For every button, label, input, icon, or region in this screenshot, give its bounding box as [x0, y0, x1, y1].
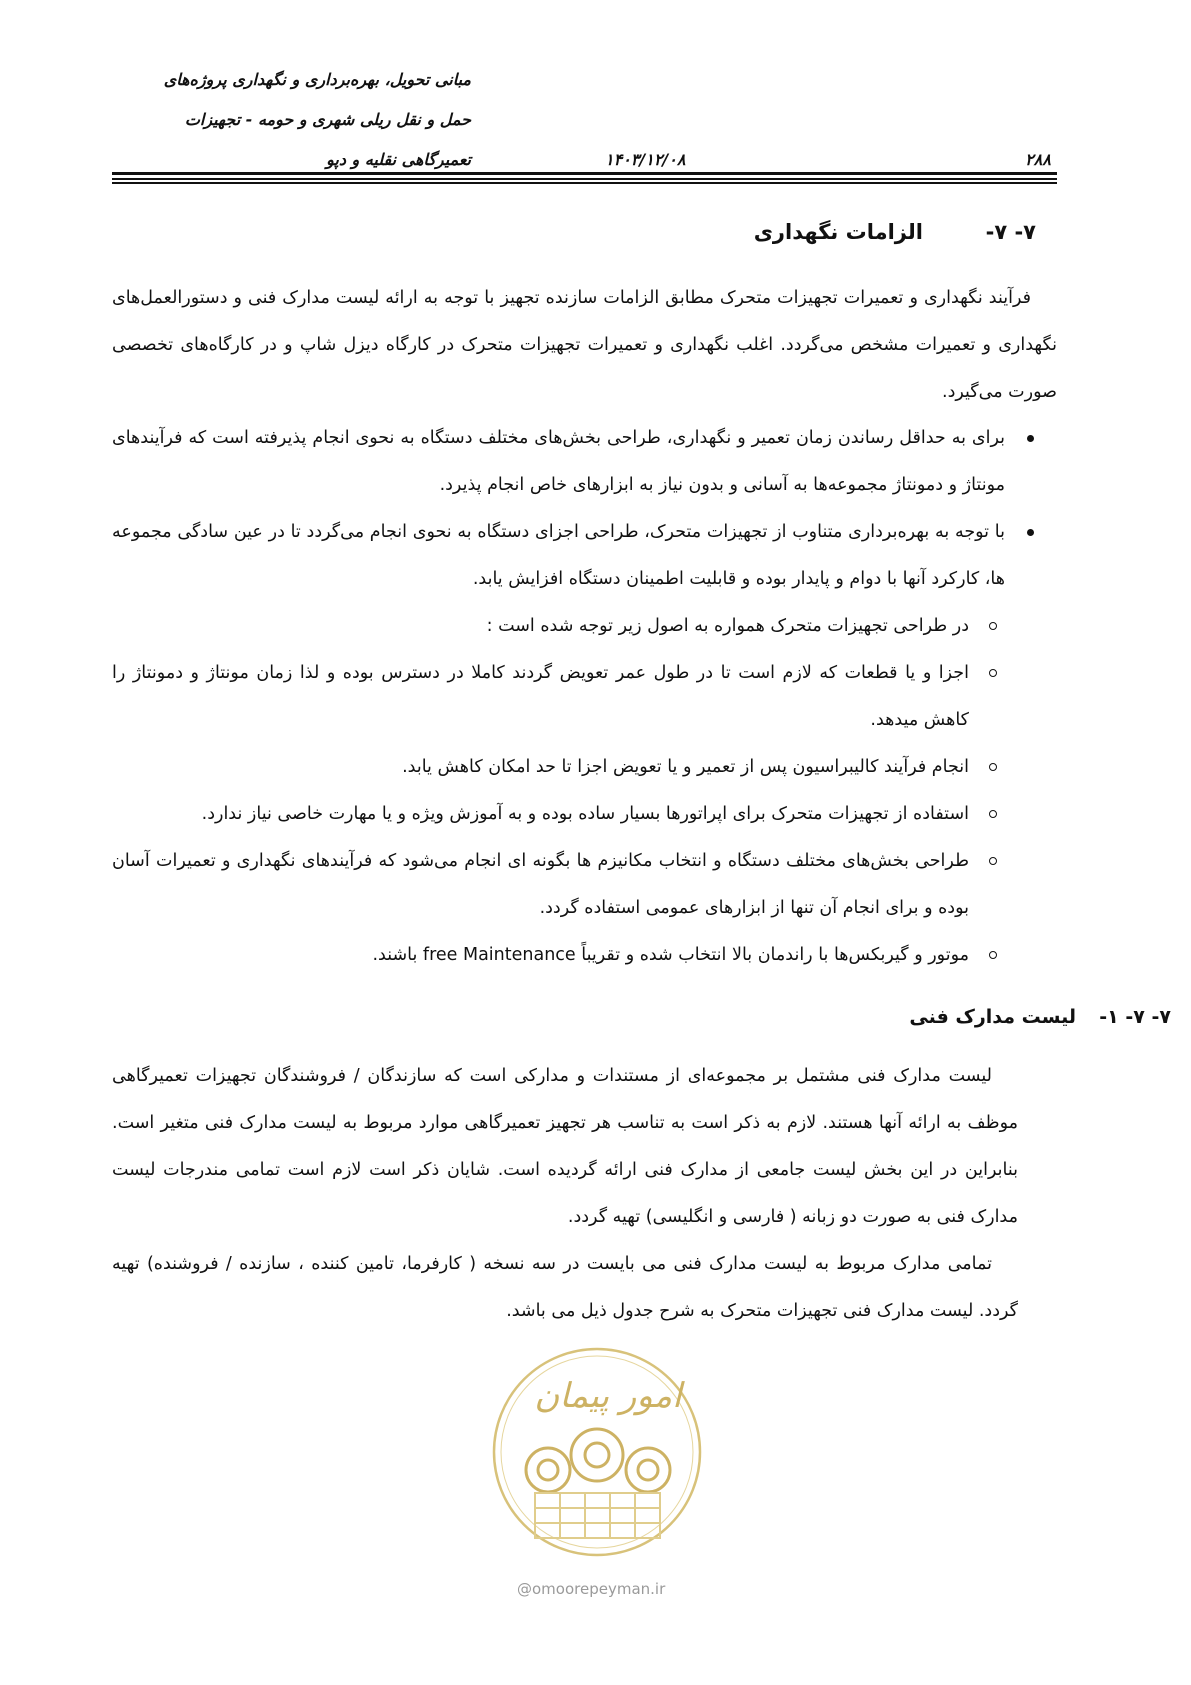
- circle-bullet-icon: [989, 857, 997, 865]
- sub-item-list: [112, 603, 1057, 979]
- header-rule-thin-2: [112, 182, 1057, 184]
- bullet-dot-icon: [1027, 435, 1034, 442]
- circle-bullet-icon: [989, 763, 997, 771]
- section-title: الزامات نگهداری: [753, 220, 923, 244]
- header-rule-thick: [112, 172, 1057, 175]
- bullet-text: با توجه به بهره‌برداری متناوب از تجهیزات متحرک، طراحی اجزای دستگاه به نحوی انجام می‌گردد تا در عین سادگی مجموعه ها، کارکرد آنها با دوام و پایدار بوده و قابلیت اطمینان دستگاه افزایش یابد.: [112, 522, 1005, 589]
- subsection-paragraph-1: لیست مدارک فنی مشتمل بر مجموعه‌ای از مستندات و مدارکی است که سازندگان / فروشندگان تجهیزات تعمیرگاهی موظف به ارائه آنها هستند. لازم به ذکر است به تناسب هر تجهیز تعمیرگاهی موارد مربوط به لیست مدارک فنی متغیر است. بنابراین در این بخش لیست جامعی از مدارک فنی ارائه گردیده است. شایان ذکر است لازم است تمامی مندرجات لیست مدارک فنی به صورت دو زبانه ( فارسی و انگلیسی) تهیه گردد.: [112, 1066, 1018, 1227]
- subsection-title: لیست مدارک فنی: [909, 1006, 1076, 1028]
- sub-item-text: انجام فرآیند کالیبراسیون پس از تعمیر و یا تعویض اجزا تا حد امکان کاهش یابد.: [402, 757, 969, 777]
- list-item: [112, 650, 1057, 744]
- list-item: [112, 838, 1057, 932]
- watermark-logo-text: امور پیمان: [534, 1376, 682, 1416]
- header-title-line-3: تعمیرگاهی نقلیه و دپو: [326, 150, 471, 169]
- header-rule-thin-1: [112, 178, 1057, 180]
- section-heading: [754, 220, 1036, 244]
- circle-bullet-icon: [989, 951, 997, 959]
- bullet-text: برای به حداقل رساندن زمان تعمیر و نگهداری، طراحی بخش‌های مختلف دستگاه به نحوی انجام پذیرفته است که فرآیندهای مونتاژ و دمونتاژ مجموعه‌ها به آسانی و بدون نیاز به ابزارهای خاص انجام پذیرد.: [112, 428, 1005, 495]
- list-item: [112, 791, 1057, 838]
- sub-item-text: طراحی بخش‌های مختلف دستگاه و انتخاب مکانیزم ها بگونه ای انجام می‌شود که فرآیندهای نگهداری و تعمیرات آسان بوده و برای انجام آن تنها از ابزارهای عمومی استفاده گردد.: [112, 851, 969, 918]
- header-title-line-2: حمل و نقل ریلی شهری و حومه - تجهیزات: [184, 110, 471, 129]
- list-item: [112, 603, 1057, 650]
- watermark-url: @omoorepeyman.ir: [517, 1580, 666, 1598]
- bullet-list: [112, 415, 1057, 603]
- sub-item-text: اجزا و یا قطعات که لازم است تا در طول عمر تعویض گردند کاملا در دسترس بوده و لذا زمان مونتاژ و دمونتاژ را کاهش میدهد.: [112, 663, 969, 730]
- list-item: [112, 509, 1057, 603]
- subsection-paragraph-2: تمامی مدارک مربوط به لیست مدارک فنی می بایست در سه نسخه ( کارفرما، تامین کننده ، سازنده / فروشنده) تهیه گردد. لیست مدارک فنی تجهیزات متحرک به شرح جدول ذیل می باشد.: [112, 1254, 1018, 1321]
- section-number: ۷- ۷-: [985, 220, 1036, 244]
- subsection-number: ۷- ۷- ۱-: [1099, 1006, 1171, 1028]
- list-item: [112, 932, 1057, 979]
- header-date: ۱۴۰۳/۱۲/۰۸: [605, 150, 686, 169]
- watermark-logo: [490, 1345, 705, 1560]
- circle-bullet-icon: [989, 669, 997, 677]
- circle-bullet-icon: [989, 810, 997, 818]
- bullet-dot-icon: [1027, 529, 1034, 536]
- sub-item-text: موتور و گیربکس‌ها با راندمان بالا انتخاب شده و تقریباً free Maintenance باشند.: [372, 945, 969, 965]
- page-number: ۲۸۸: [1025, 150, 1051, 169]
- sub-item-text: در طراحی تجهیزات متحرک همواره به اصول زیر توجه شده است :: [486, 616, 969, 636]
- subsection-heading: [909, 1006, 1171, 1028]
- header-title-line-1: مبانی تحویل، بهره‌برداری و نگهداری پروژه‌های: [163, 70, 471, 89]
- section-paragraph: فرآیند نگهداری و تعمیرات تجهیزات متحرک مطابق الزامات سازنده تجهیز با توجه به ارائه لیست مدارک فنی و دستورالعمل‌های نگهداری و تعمیرات مشخص می‌گردد. اغلب نگهداری و تعمیرات تجهیزات متحرک در کارگاه دیزل شاپ و در کارگاه‌های تخصصی صورت می‌گیرد.: [112, 288, 1057, 402]
- sub-item-text: استفاده از تجهیزات متحرک برای اپراتورها بسیار ساده بوده و به آموزش ویژه و یا مهارت خاصی نیاز ندارد.: [201, 804, 969, 824]
- list-item: [112, 415, 1057, 509]
- list-item: [112, 744, 1057, 791]
- circle-bullet-icon: [989, 622, 997, 630]
